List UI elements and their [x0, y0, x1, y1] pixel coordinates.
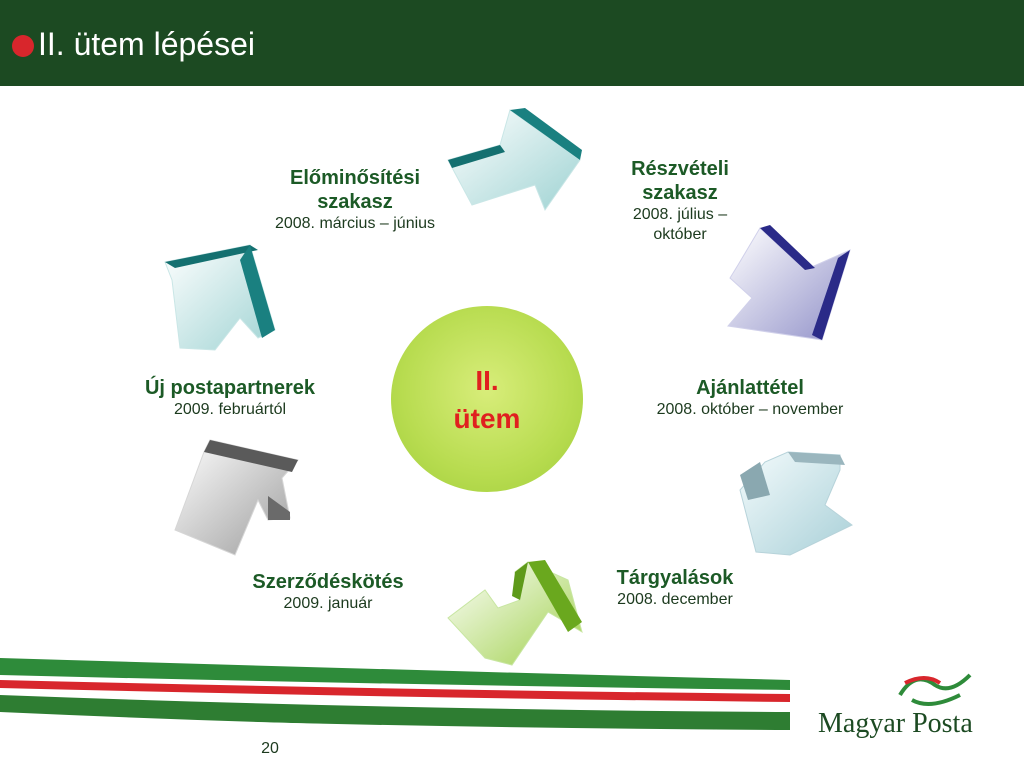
arrow-bottom-left [175, 440, 298, 555]
step-date-5: 2009. január [283, 595, 373, 612]
step-label-3 [625, 376, 875, 420]
center-label [391, 362, 583, 438]
page-number: 20 [261, 740, 279, 757]
center-line-1: II. [475, 365, 499, 396]
logo-text: Magyar Posta [818, 708, 973, 739]
step-title-2b: szakasz [642, 182, 718, 204]
step-date-2: 2008. július – [632, 206, 728, 223]
step-date-3: 2008. október – november [656, 401, 844, 418]
step-date-2b: október [653, 226, 707, 243]
step-title-3: Ajánlattétel [696, 377, 804, 399]
step-label-5 [218, 570, 438, 614]
step-date-1: 2008. március – június [274, 215, 436, 232]
step-title-4: Tárgyalások [616, 567, 734, 589]
step-title-5: Szerződéskötés [252, 571, 404, 593]
step-label-6 [110, 376, 350, 420]
step-title-1: Előminősítési [289, 167, 421, 189]
step-label-4 [580, 566, 770, 610]
center-line-2: ütem [453, 403, 521, 434]
step-title-1b: szakasz [317, 191, 393, 213]
step-label-1 [240, 166, 470, 234]
step-date-4: 2008. december [617, 591, 733, 608]
step-title-2: Részvételi [631, 158, 729, 180]
arrow-bottom-right [740, 452, 852, 555]
footer-stripes [0, 650, 800, 768]
slide-title: II. ütem lépései [38, 26, 255, 62]
step-label-2 [600, 157, 760, 245]
arrow-top-left [165, 245, 275, 350]
step-title-6: Új postapartnerek [144, 377, 316, 399]
step-date-6: 2009. februártól [173, 401, 287, 418]
